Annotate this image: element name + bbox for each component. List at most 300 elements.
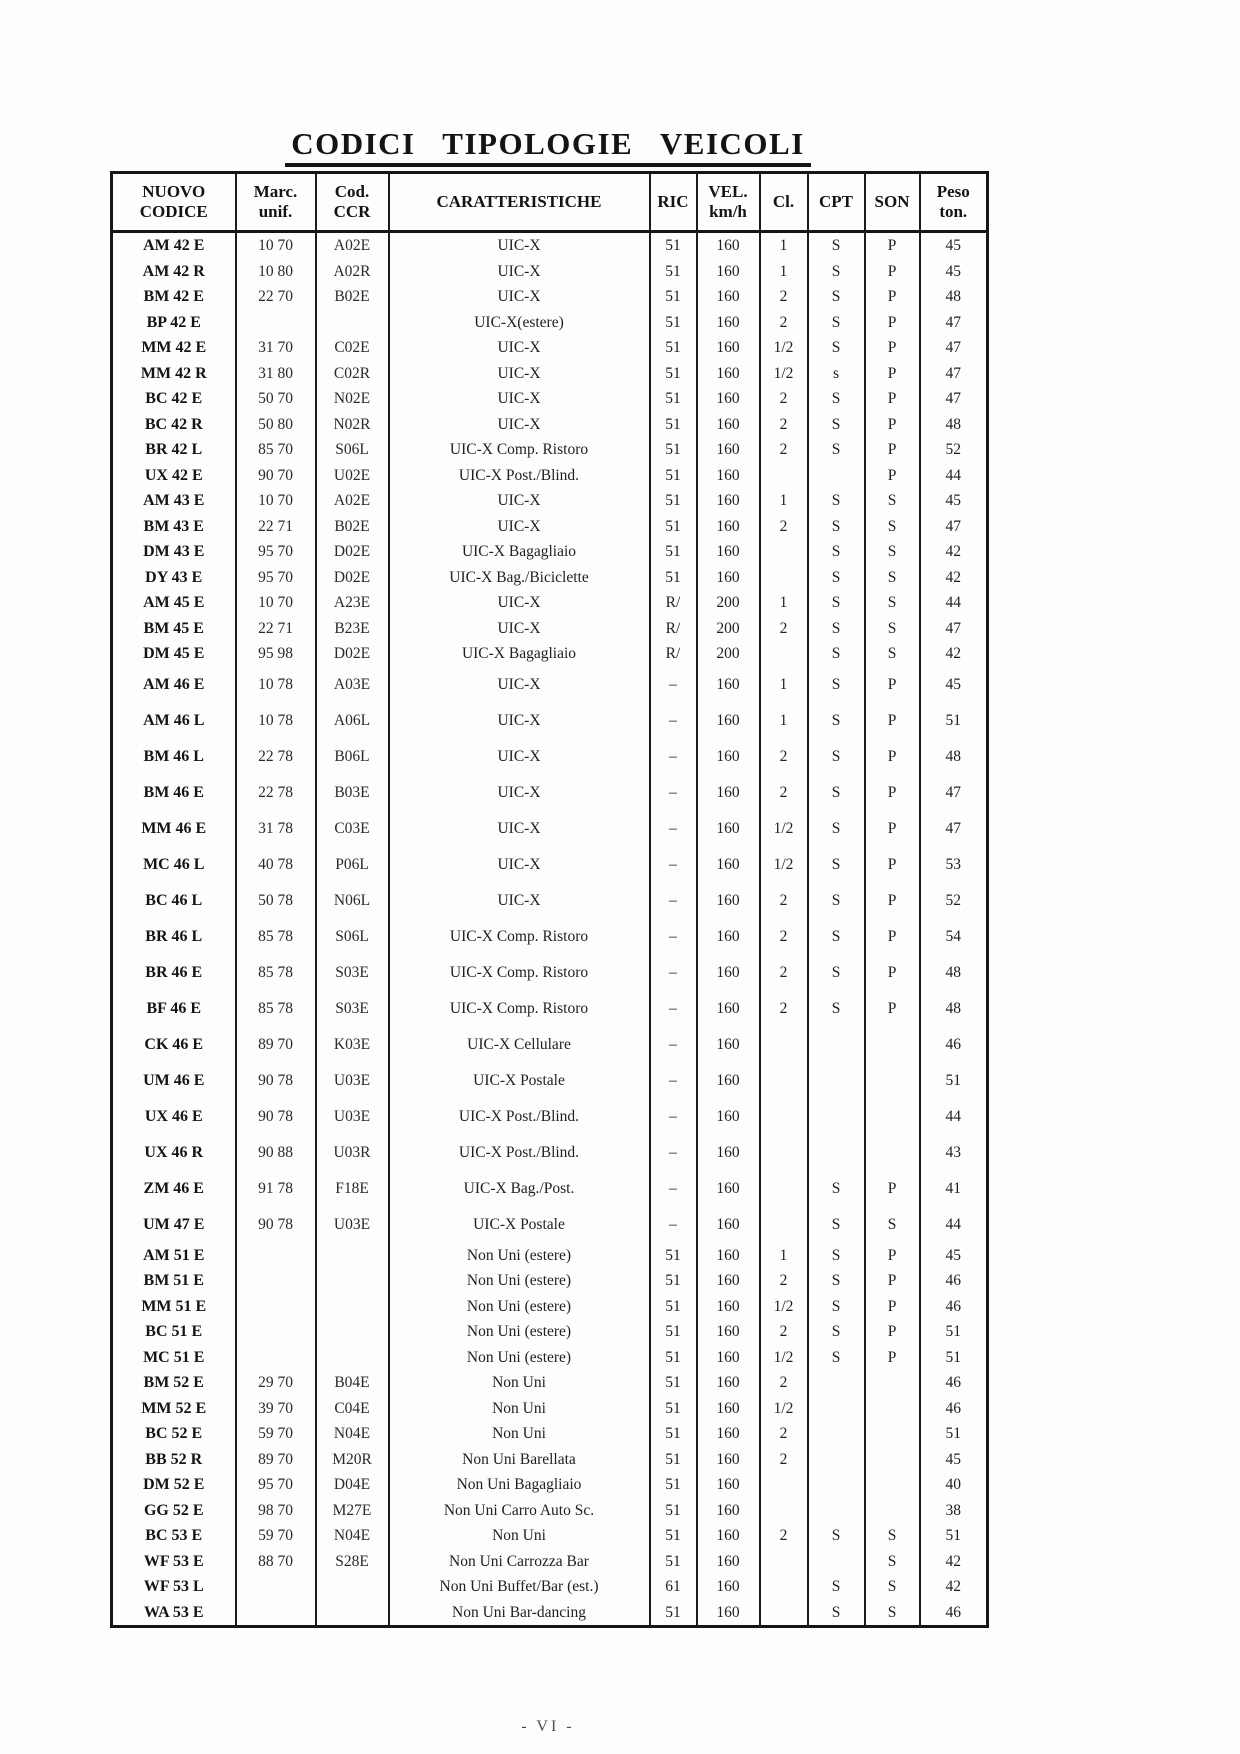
table-row <box>112 463 988 489</box>
cell-cpt: S <box>808 667 865 703</box>
page-number: - VI - <box>521 1718 575 1735</box>
cell-vel: 160 <box>697 1549 760 1575</box>
cell-vel: 160 <box>697 335 760 361</box>
cell-ric: 51 <box>650 1243 697 1269</box>
cell-car: UIC-X <box>389 284 650 310</box>
cell-ric: 51 <box>650 463 697 489</box>
cell-peso: 46 <box>920 1268 988 1294</box>
cell-cl <box>760 1472 808 1498</box>
table-row <box>112 1370 988 1396</box>
cell-car: Non Uni (estere) <box>389 1243 650 1269</box>
cell-peso: 46 <box>920 1600 988 1627</box>
cell-vel: 160 <box>697 955 760 991</box>
cell-marc: 39 70 <box>236 1396 316 1422</box>
cell-codice: AM 42 R <box>142 262 205 280</box>
cell-cpt: S <box>808 1345 865 1371</box>
cell-peso: 51 <box>920 1421 988 1447</box>
cell-cl <box>760 539 808 565</box>
column-header-peso: Peso ton. <box>920 173 988 232</box>
cell-cpt <box>808 1370 865 1396</box>
table-row <box>112 590 988 616</box>
table-row <box>112 1447 988 1473</box>
cell-codice: GG 52 E <box>143 1501 204 1519</box>
cell-ric: – <box>650 1099 697 1135</box>
table-row <box>112 616 988 642</box>
cell-codice: MM 42 R <box>140 364 207 382</box>
cell-marc: 22 78 <box>236 775 316 811</box>
cell-codice: BR 46 L <box>145 927 203 945</box>
cell-cpt: S <box>808 1207 865 1243</box>
cell-peso: 45 <box>920 1447 988 1473</box>
cell-codice: BM 51 E <box>143 1272 204 1289</box>
cell-ric: R/ <box>650 641 697 667</box>
table-row <box>112 514 988 540</box>
cell-vel: 160 <box>697 1421 760 1447</box>
cell-peso: 48 <box>920 739 988 775</box>
cell-vel: 200 <box>697 641 760 667</box>
cell-codice: MM 52 E <box>141 1399 207 1417</box>
cell-marc <box>236 1574 316 1600</box>
cell-codice: BC 46 L <box>145 891 203 909</box>
cell-cl: 1 <box>760 1243 808 1269</box>
cell-cl: 2 <box>760 1421 808 1447</box>
cell-son: P <box>865 1243 920 1269</box>
cell-cl <box>760 1600 808 1627</box>
cell-son: P <box>865 463 920 489</box>
cell-cpt <box>808 1421 865 1447</box>
cell-ric: 51 <box>650 1523 697 1549</box>
cell-cpt: S <box>808 616 865 642</box>
table-row <box>112 1243 988 1269</box>
cell-ric: – <box>650 847 697 883</box>
cell-marc: 85 78 <box>236 919 316 955</box>
cell-vel: 160 <box>697 259 760 285</box>
cell-cod: B06L <box>316 739 389 775</box>
table-row <box>112 1345 988 1371</box>
cell-codice: BC 42 R <box>144 415 203 433</box>
cell-codice: BM 45 E <box>143 619 204 637</box>
cell-cod <box>316 1574 389 1600</box>
cell-codice: BB 52 R <box>145 1450 203 1468</box>
cell-son: S <box>865 488 920 514</box>
cell-cl <box>760 1207 808 1243</box>
cell-ric: 51 <box>650 1421 697 1447</box>
cell-codice: BR 42 L <box>145 441 203 458</box>
cell-cpt: S <box>808 412 865 438</box>
cell-cl <box>760 1063 808 1099</box>
cell-ric: R/ <box>650 616 697 642</box>
cell-son: S <box>865 590 920 616</box>
cell-marc: 31 78 <box>236 811 316 847</box>
cell-marc: 31 70 <box>236 335 316 361</box>
cell-peso: 44 <box>920 463 988 489</box>
cell-cl: 2 <box>760 616 808 642</box>
cell-son: P <box>865 1345 920 1371</box>
cell-codice: BC 53 E <box>145 1527 203 1544</box>
cell-marc: 89 70 <box>236 1447 316 1473</box>
cell-peso: 42 <box>920 539 988 565</box>
table-row <box>112 232 988 259</box>
cell-vel: 160 <box>697 1472 760 1498</box>
cell-car: UIC-X <box>389 488 650 514</box>
table-row <box>112 955 988 991</box>
cell-cl: 2 <box>760 1523 808 1549</box>
cell-cpt <box>808 1472 865 1498</box>
cell-son: P <box>865 232 920 259</box>
cell-cl <box>760 1549 808 1575</box>
cell-cod: B02E <box>316 514 389 540</box>
cell-cl: 2 <box>760 883 808 919</box>
table-row <box>112 739 988 775</box>
cell-peso: 42 <box>920 641 988 667</box>
cell-vel: 160 <box>697 883 760 919</box>
table-row <box>112 361 988 387</box>
cell-cod: N02R <box>316 412 389 438</box>
cell-ric: – <box>650 991 697 1027</box>
cell-son: P <box>865 310 920 336</box>
cell-cl <box>760 1027 808 1063</box>
cell-car: Non Uni <box>389 1421 650 1447</box>
cell-codice: AM 43 E <box>143 492 205 509</box>
cell-cod: D04E <box>316 1472 389 1498</box>
cell-car: Non Uni Buffet/Bar (est.) <box>389 1574 650 1600</box>
cell-cpt: S <box>808 437 865 463</box>
table-row <box>112 1421 988 1447</box>
cell-ric: 51 <box>650 488 697 514</box>
cell-son: P <box>865 1294 920 1320</box>
cell-vel: 200 <box>697 616 760 642</box>
cell-cod: A02R <box>316 259 389 285</box>
cell-codice: DY 43 E <box>145 568 203 586</box>
column-header-cod: Cod. CCR <box>316 173 389 232</box>
table-row <box>112 883 988 919</box>
cell-cpt: s <box>808 361 865 387</box>
cell-cl: 2 <box>760 1370 808 1396</box>
cell-marc: 85 78 <box>236 955 316 991</box>
cell-marc: 95 98 <box>236 641 316 667</box>
cell-son <box>865 1396 920 1422</box>
cell-codice: UX 46 E <box>144 1107 203 1125</box>
cell-son <box>865 1498 920 1524</box>
cell-cpt: S <box>808 1171 865 1207</box>
cell-ric: 51 <box>650 1319 697 1345</box>
table-row <box>112 703 988 739</box>
cell-cpt: S <box>808 955 865 991</box>
cell-peso: 48 <box>920 955 988 991</box>
cell-son <box>865 1447 920 1473</box>
cell-car: UIC-X <box>389 361 650 387</box>
cell-cod <box>316 1345 389 1371</box>
table-row <box>112 310 988 336</box>
cell-codice: BM 52 E <box>143 1374 204 1391</box>
cell-cod: C02R <box>316 361 389 387</box>
cell-cpt: S <box>808 1294 865 1320</box>
cell-peso: 40 <box>920 1472 988 1498</box>
table-row <box>112 1268 988 1294</box>
title-wrap <box>110 0 986 167</box>
cell-cpt: S <box>808 1319 865 1345</box>
table-row <box>112 1600 988 1627</box>
cell-ric: 51 <box>650 437 697 463</box>
cell-peso: 51 <box>920 1345 988 1371</box>
cell-cl: 1 <box>760 259 808 285</box>
cell-codice: BM 46 E <box>143 783 204 801</box>
table-row <box>112 1319 988 1345</box>
cell-cpt <box>808 1099 865 1135</box>
cell-cpt <box>808 1498 865 1524</box>
cell-vel: 160 <box>697 1498 760 1524</box>
cell-car: UIC-X <box>389 883 650 919</box>
cell-codice: BM 43 E <box>143 517 204 535</box>
cell-codice: BR 46 E <box>145 963 203 981</box>
cell-cod: B23E <box>316 616 389 642</box>
cell-cl: 1/2 <box>760 811 808 847</box>
cell-car: UIC-X <box>389 616 650 642</box>
cell-vel: 160 <box>697 703 760 739</box>
cell-car: UIC-X Postale <box>389 1063 650 1099</box>
cell-marc: 59 70 <box>236 1421 316 1447</box>
cell-son: S <box>865 1207 920 1243</box>
cell-ric: – <box>650 739 697 775</box>
cell-cl: 1/2 <box>760 1294 808 1320</box>
cell-cl: 2 <box>760 310 808 336</box>
cell-car: UIC-X <box>389 739 650 775</box>
cell-codice: ZM 46 E <box>143 1179 204 1197</box>
cell-ric: – <box>650 955 697 991</box>
table-row <box>112 1135 988 1171</box>
table-row <box>112 1027 988 1063</box>
cell-ric: 61 <box>650 1574 697 1600</box>
cell-codice: BM 46 L <box>143 747 204 765</box>
cell-vel: 160 <box>697 1294 760 1320</box>
cell-peso: 47 <box>920 775 988 811</box>
cell-cpt: S <box>808 919 865 955</box>
cell-vel: 160 <box>697 1574 760 1600</box>
table-row <box>112 1549 988 1575</box>
table-row <box>112 1498 988 1524</box>
cell-codice: WA 53 E <box>143 1603 204 1621</box>
cell-cod <box>316 1243 389 1269</box>
cell-cl <box>760 1574 808 1600</box>
cell-cod <box>316 1319 389 1345</box>
cell-ric: 51 <box>650 539 697 565</box>
cell-cpt: S <box>808 1523 865 1549</box>
cell-cl <box>760 1099 808 1135</box>
table-row <box>112 259 988 285</box>
cell-car: UIC-X Cellulare <box>389 1027 650 1063</box>
cell-marc: 22 71 <box>236 514 316 540</box>
cell-marc: 95 70 <box>236 565 316 591</box>
cell-vel: 160 <box>697 1447 760 1473</box>
cell-cod: S03E <box>316 955 389 991</box>
cell-cod: D02E <box>316 565 389 591</box>
table-row <box>112 1207 988 1243</box>
table-row <box>112 811 988 847</box>
table-row <box>112 847 988 883</box>
cell-vel: 160 <box>697 1523 760 1549</box>
cell-peso: 43 <box>920 1135 988 1171</box>
cell-son: P <box>865 955 920 991</box>
cell-cod: A06L <box>316 703 389 739</box>
cell-ric: – <box>650 703 697 739</box>
cell-son: P <box>865 412 920 438</box>
cell-vel: 160 <box>697 1027 760 1063</box>
cell-son <box>865 1135 920 1171</box>
cell-cod: B02E <box>316 284 389 310</box>
cell-cl: 1 <box>760 232 808 259</box>
cell-marc: 50 78 <box>236 883 316 919</box>
table-row <box>112 437 988 463</box>
cell-car: UIC-X Postale <box>389 1207 650 1243</box>
cell-cl: 2 <box>760 437 808 463</box>
cell-car: Non Uni (estere) <box>389 1319 650 1345</box>
cell-cl: 1/2 <box>760 847 808 883</box>
table-row <box>112 1396 988 1422</box>
cell-cpt: S <box>808 739 865 775</box>
cell-peso: 44 <box>920 590 988 616</box>
cell-codice: AM 46 L <box>143 711 205 729</box>
table-row <box>112 919 988 955</box>
cell-cod: N02E <box>316 386 389 412</box>
cell-cl <box>760 1135 808 1171</box>
cell-ric: – <box>650 1171 697 1207</box>
cell-car: UIC-X <box>389 590 650 616</box>
cell-marc: 98 70 <box>236 1498 316 1524</box>
cell-marc: 10 78 <box>236 667 316 703</box>
cell-peso: 51 <box>920 1319 988 1345</box>
cell-vel: 160 <box>697 412 760 438</box>
table-row <box>112 1099 988 1135</box>
cell-peso: 42 <box>920 1574 988 1600</box>
cell-peso: 52 <box>920 437 988 463</box>
cell-car: UIC-X <box>389 412 650 438</box>
cell-vel: 160 <box>697 667 760 703</box>
cell-cpt <box>808 1063 865 1099</box>
column-header-ric: RIC <box>650 173 697 232</box>
cell-cl <box>760 641 808 667</box>
cell-peso: 42 <box>920 565 988 591</box>
cell-vel: 160 <box>697 811 760 847</box>
cell-car: UIC-X <box>389 811 650 847</box>
cell-son: P <box>865 1268 920 1294</box>
cell-cod: D02E <box>316 539 389 565</box>
cell-vel: 160 <box>697 1319 760 1345</box>
cell-ric: – <box>650 811 697 847</box>
column-header-cl: Cl. <box>760 173 808 232</box>
cell-son: S <box>865 1523 920 1549</box>
table-row <box>112 1472 988 1498</box>
table-row <box>112 1294 988 1320</box>
column-header-son: SON <box>865 173 920 232</box>
cell-codice: BC 42 E <box>145 390 203 407</box>
cell-cod: U03R <box>316 1135 389 1171</box>
cell-son: P <box>865 703 920 739</box>
cell-son: S <box>865 641 920 667</box>
cell-cpt: S <box>808 1574 865 1600</box>
cell-cl: 1/2 <box>760 1345 808 1371</box>
cell-cpt: S <box>808 386 865 412</box>
cell-marc: 10 78 <box>236 703 316 739</box>
cell-cl: 1/2 <box>760 335 808 361</box>
table-body <box>112 232 988 1627</box>
cell-peso: 54 <box>920 919 988 955</box>
cell-cpt: S <box>808 847 865 883</box>
cell-car: UIC-X <box>389 335 650 361</box>
table-row <box>112 1574 988 1600</box>
column-header-vel: VEL. km/h <box>697 173 760 232</box>
cell-car: UIC-X Comp. Ristoro <box>389 991 650 1027</box>
table-head <box>112 173 988 232</box>
cell-cod <box>316 1268 389 1294</box>
cell-car: UIC-X(estere) <box>389 310 650 336</box>
table-row <box>112 667 988 703</box>
cell-cod: B04E <box>316 1370 389 1396</box>
cell-son: P <box>865 335 920 361</box>
cell-ric: – <box>650 1207 697 1243</box>
cell-ric: 51 <box>650 1268 697 1294</box>
cell-car: Non Uni Carrozza Bar <box>389 1549 650 1575</box>
cell-ric: 51 <box>650 284 697 310</box>
cell-codice: MM 42 E <box>141 339 207 356</box>
cell-son: P <box>865 883 920 919</box>
cell-marc: 59 70 <box>236 1523 316 1549</box>
cell-vel: 160 <box>697 1268 760 1294</box>
cell-cod: C04E <box>316 1396 389 1422</box>
cell-cl <box>760 463 808 489</box>
cell-vel: 200 <box>697 590 760 616</box>
cell-vel: 160 <box>697 1135 760 1171</box>
cell-cpt <box>808 1396 865 1422</box>
cell-ric: 51 <box>650 1447 697 1473</box>
cell-cod <box>316 310 389 336</box>
cell-car: UIC-X <box>389 667 650 703</box>
table-row <box>112 539 988 565</box>
cell-son <box>865 1421 920 1447</box>
cell-cpt: S <box>808 775 865 811</box>
cell-vel: 160 <box>697 310 760 336</box>
cell-peso: 44 <box>920 1207 988 1243</box>
cell-peso: 41 <box>920 1171 988 1207</box>
table-row <box>112 775 988 811</box>
cell-marc: 85 78 <box>236 991 316 1027</box>
cell-marc: 22 70 <box>236 284 316 310</box>
cell-cl: 2 <box>760 739 808 775</box>
cell-son: P <box>865 847 920 883</box>
cell-cod: C02E <box>316 335 389 361</box>
cell-peso: 52 <box>920 883 988 919</box>
cell-codice: UX 42 E <box>144 466 203 484</box>
cell-cl <box>760 565 808 591</box>
cell-son <box>865 1063 920 1099</box>
cell-marc: 50 70 <box>236 386 316 412</box>
cell-marc <box>236 1268 316 1294</box>
cell-codice: DM 52 E <box>143 1476 205 1493</box>
cell-cod: N04E <box>316 1523 389 1549</box>
cell-ric: 51 <box>650 259 697 285</box>
cell-cpt <box>808 463 865 489</box>
cell-marc: 95 70 <box>236 1472 316 1498</box>
cell-codice: UM 47 E <box>143 1215 205 1233</box>
cell-codice: BC 52 E <box>145 1425 203 1442</box>
cell-ric: – <box>650 919 697 955</box>
table-row <box>112 565 988 591</box>
cell-codice: DM 45 E <box>143 645 205 662</box>
cell-peso: 47 <box>920 361 988 387</box>
cell-car: UIC-X Comp. Ristoro <box>389 919 650 955</box>
cell-cod: M27E <box>316 1498 389 1524</box>
cell-marc <box>236 1294 316 1320</box>
cell-car: UIC-X Post./Blind. <box>389 463 650 489</box>
